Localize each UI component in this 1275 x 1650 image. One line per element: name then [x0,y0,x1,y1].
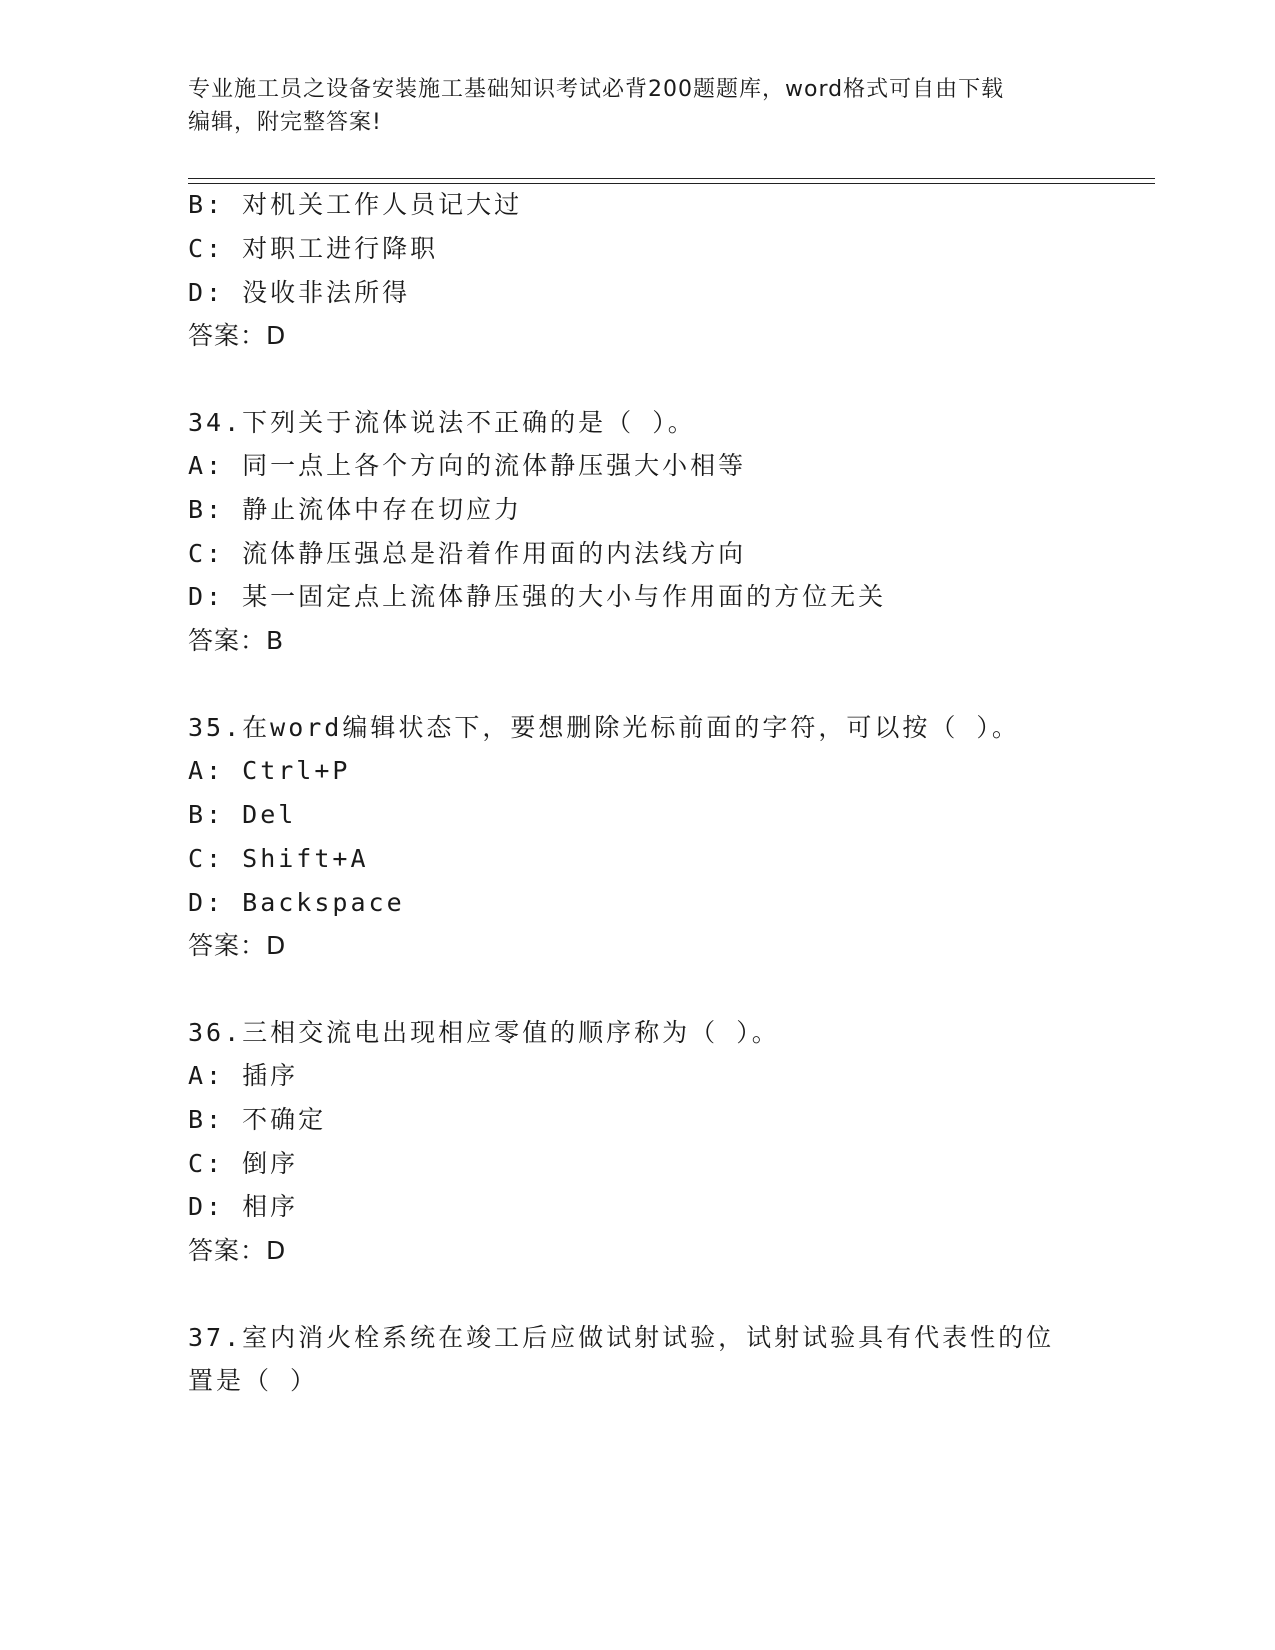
answer-label: 答案：D [188,1236,287,1265]
option-b: B: 静止流体中存在切应力 [188,495,523,524]
question-stem-line-2: 置是（ ） [188,1366,319,1395]
option-a: A: 插序 [188,1061,299,1090]
option-c: C: 对职工进行降职 [188,234,439,263]
header-divider-bottom [188,183,1155,184]
option-d: D: 没收非法所得 [188,278,411,307]
question-stem: 36.三相交流电出现相应零值的顺序称为（ ）。 [188,1018,780,1047]
answer-label: 答案：D [188,321,287,350]
option-c: C: 流体静压强总是沿着作用面的内法线方向 [188,539,747,568]
question-stem: 34.下列关于流体说法不正确的是（ ）。 [188,408,696,437]
option-d: D: Backspace [188,888,405,917]
option-b: B: Del [188,800,297,829]
option-a: A: Ctrl+P [188,756,351,785]
question-stem-line-1: 37.室内消火栓系统在竣工后应做试射试验，试射试验具有代表性的位 [188,1323,1055,1352]
answer-label: 答案：D [188,931,287,960]
option-d: D: 相序 [188,1192,299,1221]
option-b: B: 对机关工作人员记大过 [188,190,523,219]
header-divider-top [188,178,1155,179]
header-title-line-2: 编辑，附完整答案! [188,110,382,135]
document-header [188,73,1088,139]
option-c: C: 倒序 [188,1149,299,1178]
option-b: B: 不确定 [188,1105,327,1134]
option-d: D: 某一固定点上流体静压强的大小与作用面的方位无关 [188,582,887,611]
option-c: C: Shift+A [188,844,369,873]
option-a: A: 同一点上各个方向的流体静压强大小相等 [188,451,747,480]
question-stem: 35.在word编辑状态下，要想删除光标前面的字符，可以按（ ）。 [188,713,1020,742]
header-title-line-1: 专业施工员之设备安装施工基础知识考试必背200题题库，word格式可自由下载 [188,77,1005,102]
answer-label: 答案：B [188,626,285,655]
